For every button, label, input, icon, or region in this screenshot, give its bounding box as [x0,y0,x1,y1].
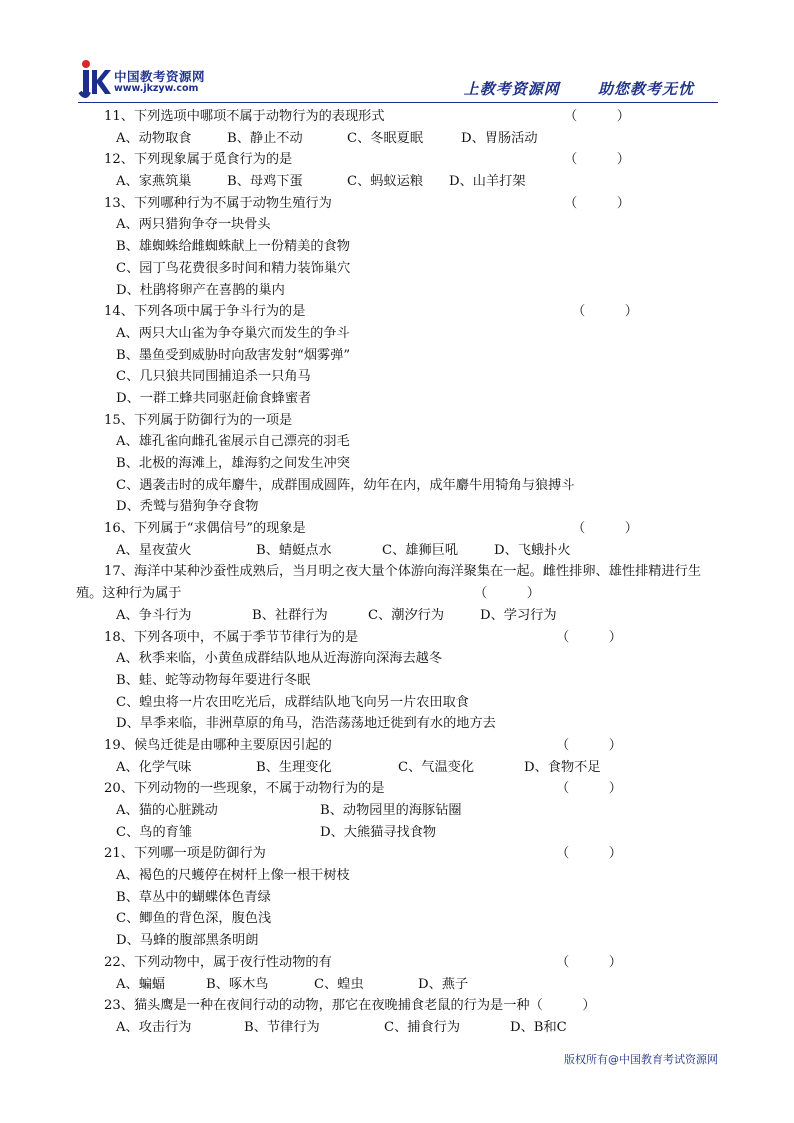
answer-paren: （ ） [556,629,622,645]
option: D、马蜂的腹部黑条明朗 [116,933,259,949]
option: A、争斗行为 [116,607,192,623]
option: D、学习行为 [480,607,557,623]
option: A、化学气味 [116,759,192,775]
option-row [76,930,726,952]
option-row [76,540,726,562]
option: C、捕食行为 [384,1019,461,1035]
question-stem [76,627,726,649]
page-header [78,54,718,104]
option-row [76,800,726,822]
option: D、一群工蜂共同驱赶偷食蜂蜜者 [116,390,312,406]
question-text: 21、下列哪一项是防御行为 [104,846,266,862]
option: A、两只猎狗争夺一块骨头 [116,217,271,233]
site-logo [78,58,238,98]
answer-paren: （ ） [556,737,622,753]
option: B、母鸡下蛋 [227,174,303,190]
option-row [76,822,726,844]
option: C、潮汐行为 [368,607,445,623]
answer-paren: （ ） [556,781,622,797]
option-row [76,496,726,518]
option-row [76,974,726,996]
header-slogan: 上教考资源网 助您教考无忧 [463,80,694,98]
question-text: 16、下列属于“求偶信号”的现象是 [104,521,306,537]
answer-paren: （ ） [529,998,596,1014]
logo-url: www.jkzyw.com [114,83,199,94]
option: B、雄蜘蛛给雌蜘蛛献上一份精美的食物 [116,239,350,255]
header-divider [78,102,718,103]
option: A、两只大山雀为争夺巢穴而发生的争斗 [116,325,350,341]
question-stem [76,952,726,974]
question-stem [76,735,726,757]
option: D、B和C [510,1019,567,1035]
option-row [76,323,726,345]
option: D、山羊打架 [449,174,526,190]
option: C、园丁鸟花费很多时间和精力装饰巢穴 [116,260,351,276]
question-text: 15、下列属于防御行为的一项是 [104,412,293,428]
option-row [76,865,726,887]
option-row [76,431,726,453]
question-text: 19、候鸟迁徙是由哪种主要原因引起的 [104,737,332,753]
option-row [76,908,726,930]
option-row [76,757,726,779]
question-stem [76,561,726,604]
option-row [76,453,726,475]
option: D、胃肠活动 [461,130,538,146]
option: B、社群行为 [252,607,328,623]
option-row [76,713,726,735]
copyright-footer: 版权所有@中国教育考试资源网 [564,1053,718,1066]
answer-paren: （ ） [564,152,630,168]
question-stem [76,843,726,865]
question-stem [76,106,726,128]
option-row [76,670,726,692]
question-text: 11、下列选项中哪项不属于动物行为的表现形式 [104,109,385,124]
option-row [76,345,726,367]
question-stem [76,995,726,1017]
option: B、北极的海滩上，雄海豹之间发生冲突 [116,456,350,471]
answer-paren: （ ） [572,521,638,537]
question-text: 12、下列现象属于觅食行为的是 [104,152,293,168]
question-stem [76,193,726,215]
question-stem [76,778,726,800]
option: D、旱季来临，非洲草原的角马，浩浩荡荡地迁徙到有水的地方去 [116,716,496,732]
question-stem [76,149,726,171]
option: D、大熊猫寻找食物 [320,824,437,840]
option-row [76,388,726,410]
option: A、家燕筑巢 [116,174,192,190]
option: A、攻击行为 [116,1019,192,1035]
option: B、墨鱼受到威胁时向敌害发射“烟雾弹” [116,347,351,363]
option: C、蝗虫 [314,976,364,992]
option-row [76,887,726,909]
question-text: 23、猫头鹰是一种在夜间行动的动物，那它在夜晚捕食老鼠的行为是一种 [104,998,530,1014]
option-row [76,280,726,302]
answer-paren: （ ） [556,846,622,862]
jk-logo-icon [78,58,112,102]
question-text: 20、下列动物的一些现象，不属于动物行为的是 [104,781,385,797]
option: A、褐色的尺蠖停在树杆上像一根干树枝 [116,868,350,884]
option: D、杜鹃将卵产在喜鹊的巢内 [116,282,285,298]
option: B、草丛中的蝴蝶体色青绿 [116,889,271,905]
option-row [76,236,726,258]
option: C、蚂蚁运粮 [347,174,424,190]
answer-paren: （ ） [556,954,622,970]
logo-chinese-name: 中国教考资源网 [114,69,206,84]
option: A、秋季来临，小黄鱼成群结队地从近海游向深海去越冬 [116,651,443,667]
option-row [76,366,726,388]
option-row [76,128,726,150]
option: D、飞蛾扑火 [494,542,571,558]
option: B、生理变化 [256,759,332,775]
answer-paren: （ ） [572,304,638,320]
question-text: 13、下列哪种行为不属于动物生殖行为 [104,195,332,211]
option: C、冬眠夏眠 [347,130,424,146]
question-text: 22、下列动物中，属于夜行性动物的有 [104,954,332,970]
option-row [76,648,726,670]
question-stem [76,410,726,432]
option-row [76,258,726,280]
option: C、鲫鱼的背色深，腹色浅 [116,911,272,927]
option-row [76,475,726,497]
option: D、燕子 [418,976,469,992]
question-text: 18、下列各项中，不属于季节节律行为的是 [104,629,359,645]
option: A、星夜萤火 [116,542,192,558]
option: C、鸟的育雏 [116,824,193,840]
question-stem [76,301,726,323]
option: A、猫的心脏跳动 [116,803,218,819]
answer-paren: （ ） [564,109,630,124]
option: B、啄木鸟 [206,976,269,992]
option: A、蝙蝠 [116,976,166,992]
answer-paren: （ ） [564,195,630,211]
option: D、秃鹫与猎狗争夺食物 [116,499,259,515]
option: A、动物取食 [116,130,192,146]
option: B、蜻蜓点水 [256,542,332,558]
question-text: 17、海洋中某种沙蚕性成熟后，当月明之夜大量个体游向海洋聚集在一起。雌性排卵、雄性排精进行生殖。这种行为属于 [76,564,702,602]
option-row [76,214,726,236]
option: C、雄狮巨吼 [382,542,459,558]
option-row [76,1017,726,1039]
option: B、动物园里的海豚钻圈 [320,803,462,819]
question-stem [76,518,726,540]
question-text: 14、下列各项中属于争斗行为的是 [104,304,306,320]
option: C、几只狼共同围捕追杀一只角马 [116,369,311,385]
option: B、静止不动 [227,130,303,146]
answer-paren: （ ） [474,586,540,602]
option: D、食物不足 [524,759,601,775]
option: B、蛙、蛇等动物每年要进行冬眠 [116,672,311,688]
option: C、蝗虫将一片农田吃光后，成群结队地飞向另一片农田取食 [116,694,469,710]
option: C、遇袭击时的成年麝牛，成群围成圆阵，幼年在内，成年麝牛用犄角与狼搏斗 [116,477,575,493]
option-row [76,605,726,627]
option-row [76,171,726,193]
option-row [76,692,726,714]
option: A、雄孔雀向雌孔雀展示自己漂亮的羽毛 [116,434,350,450]
question-list [76,106,726,1039]
option: B、节律行为 [244,1019,320,1035]
option: C、气温变化 [398,759,475,775]
